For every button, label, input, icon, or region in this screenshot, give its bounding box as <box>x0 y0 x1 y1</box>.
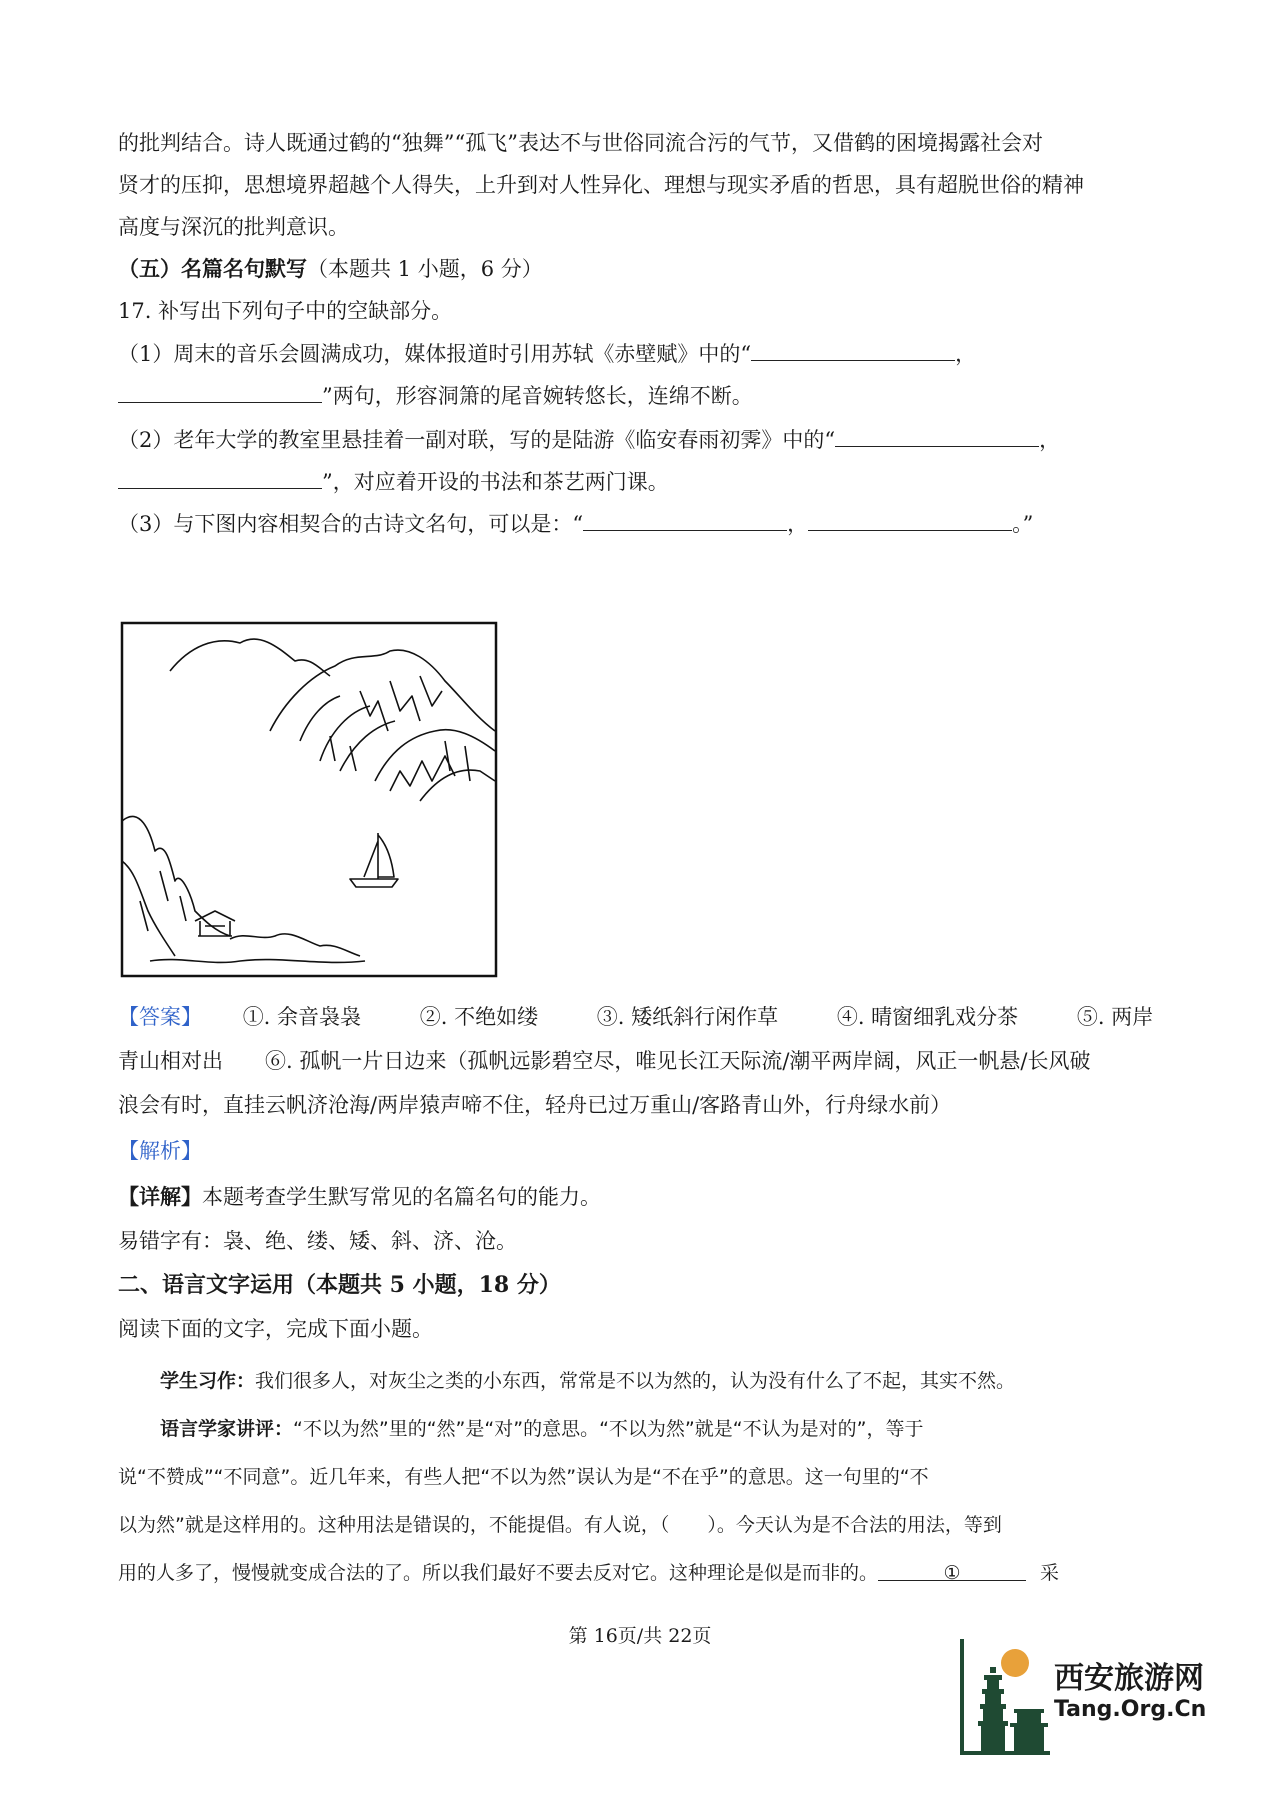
error-chars: 易错字有：袅、绝、缕、矮、斜、济、沧。 <box>118 1229 517 1253</box>
section-note: （本题共 1 小题，6 分） <box>307 257 543 281</box>
question-17-1 <box>118 338 1168 369</box>
comma: ， <box>1039 428 1061 452</box>
paragraph-line: 的批判结合。诗人既通过鹤的“独舞”“孤飞”表达不与世俗同流合污的气节，又借鹤的困境揭露社会对 <box>118 131 1043 155</box>
answer-blank <box>835 424 1039 447</box>
question-17-2 <box>118 424 1168 455</box>
part-2-title: 二、语言文字运用（本题共 5 小题，18 分） <box>118 1272 561 1298</box>
detail-text: 本题考查学生默写常见的名篇名句的能力。 <box>202 1185 601 1209</box>
answer-item: ①. 余音袅袅 <box>242 1005 362 1029</box>
logo-name: 西安旅游网 <box>1054 1661 1204 1696</box>
question-17-3 <box>118 508 1168 539</box>
answer-blank <box>118 466 322 489</box>
linguist-line <box>118 1558 1168 1588</box>
section-heading <box>118 254 1168 284</box>
landscape-illustration <box>120 621 498 978</box>
detail-label: 【详解】 <box>118 1184 202 1209</box>
question-text: （3）与下图内容相契合的古诗文名句，可以是：“ <box>118 512 584 536</box>
student-essay <box>160 1366 1210 1396</box>
linguist-line <box>160 1414 1210 1444</box>
linguist-text: 用的人多了，慢慢就变成合法的了。所以我们最好不要去反对它。这种理论是似是而非的。 <box>118 1562 879 1584</box>
comma: ， <box>955 342 977 366</box>
question-text: ”，对应着开设的书法和茶艺两门课。 <box>322 470 669 494</box>
answer-blank <box>808 508 1012 531</box>
answer-label: 【答案】 <box>118 1005 202 1029</box>
answer-item: ④. 晴窗细乳戏分茶 <box>836 1005 1019 1029</box>
trailing-char: 采 <box>1040 1562 1060 1584</box>
question-text: ”两句，形容洞箫的尾音婉转悠长，连绵不断。 <box>322 384 753 408</box>
question-17-1-cont <box>118 380 1168 411</box>
question-17-2-cont <box>118 466 1168 497</box>
paragraph-line: 贤才的压抑，思想境界超越个人得失，上升到对人性异化、理想与现实矛盾的哲思，具有超脱世俗的精神 <box>118 173 1084 197</box>
blank-number: ① <box>943 1562 961 1584</box>
paragraph-line: 高度与深沉的批判意识。 <box>118 215 349 239</box>
analysis-label: 【解析】 <box>118 1139 202 1163</box>
detail-line <box>118 1182 1168 1212</box>
answer-item: ⑤. 两岸 <box>1076 1005 1154 1029</box>
linguist-line: 说“不赞成”“不同意”。近几年来，有些人把“不以为然”误认为是“不在乎”的意思。这一句里的“不 <box>118 1466 929 1488</box>
end-quote: 。” <box>1012 512 1034 536</box>
answer-line: 浪会有时，直挂云帆济沧海/两岸猿声啼不住，轻舟已过万重山/客路青山外，行舟绿水前） <box>118 1093 952 1117</box>
answer-item: ③. 矮纸斜行闲作草 <box>596 1005 779 1029</box>
linguist-line: 以为然”就是这样用的。这种用法是错误的，不能提倡。有人说，（ ）。今天认为是不合法的用法，等到 <box>118 1514 1002 1536</box>
logo-url: Tang.Org.Cn <box>1054 1697 1207 1722</box>
linguist-label: 语言学家讲评： <box>160 1418 294 1440</box>
answer-blank <box>751 338 955 361</box>
site-logo <box>954 1631 1234 1761</box>
read-instruction: 阅读下面的文字，完成下面小题。 <box>118 1317 433 1341</box>
comma: ， <box>787 512 809 536</box>
question-17: 17. 补写出下列句子中的空缺部分。 <box>118 299 453 323</box>
answer-blank <box>118 380 322 403</box>
page-footer: 第 16页/共 22页 <box>568 1625 712 1647</box>
section-title: （五）名篇名句默写 <box>118 256 307 281</box>
question-text: （2）老年大学的教室里悬挂着一副对联，写的是陆游《临安春雨初霁》中的“ <box>118 428 836 452</box>
blank-1 <box>878 1558 1026 1584</box>
student-label: 学生习作： <box>160 1370 256 1392</box>
question-text: （1）周末的音乐会圆满成功，媒体报道时引用苏轼《赤壁赋》中的“ <box>118 342 752 366</box>
answer-line: 青山相对出 ⑥. 孤帆一片日边来（孤帆远影碧空尽，唯见长江天际流/潮平两岸阔，风正一帆悬/长风破 <box>118 1049 1091 1073</box>
answer-item: ②. 不绝如缕 <box>419 1005 539 1029</box>
answer-line <box>118 1002 1168 1032</box>
student-text: 我们很多人，对灰尘之类的小东西，常常是不以为然的，认为没有什么了不起，其实不然。 <box>255 1370 1016 1392</box>
answer-blank <box>583 508 787 531</box>
linguist-text: “不以为然”里的“然”是“对”的意思。“不以为然”就是“不认为是对的”，等于 <box>293 1418 924 1440</box>
